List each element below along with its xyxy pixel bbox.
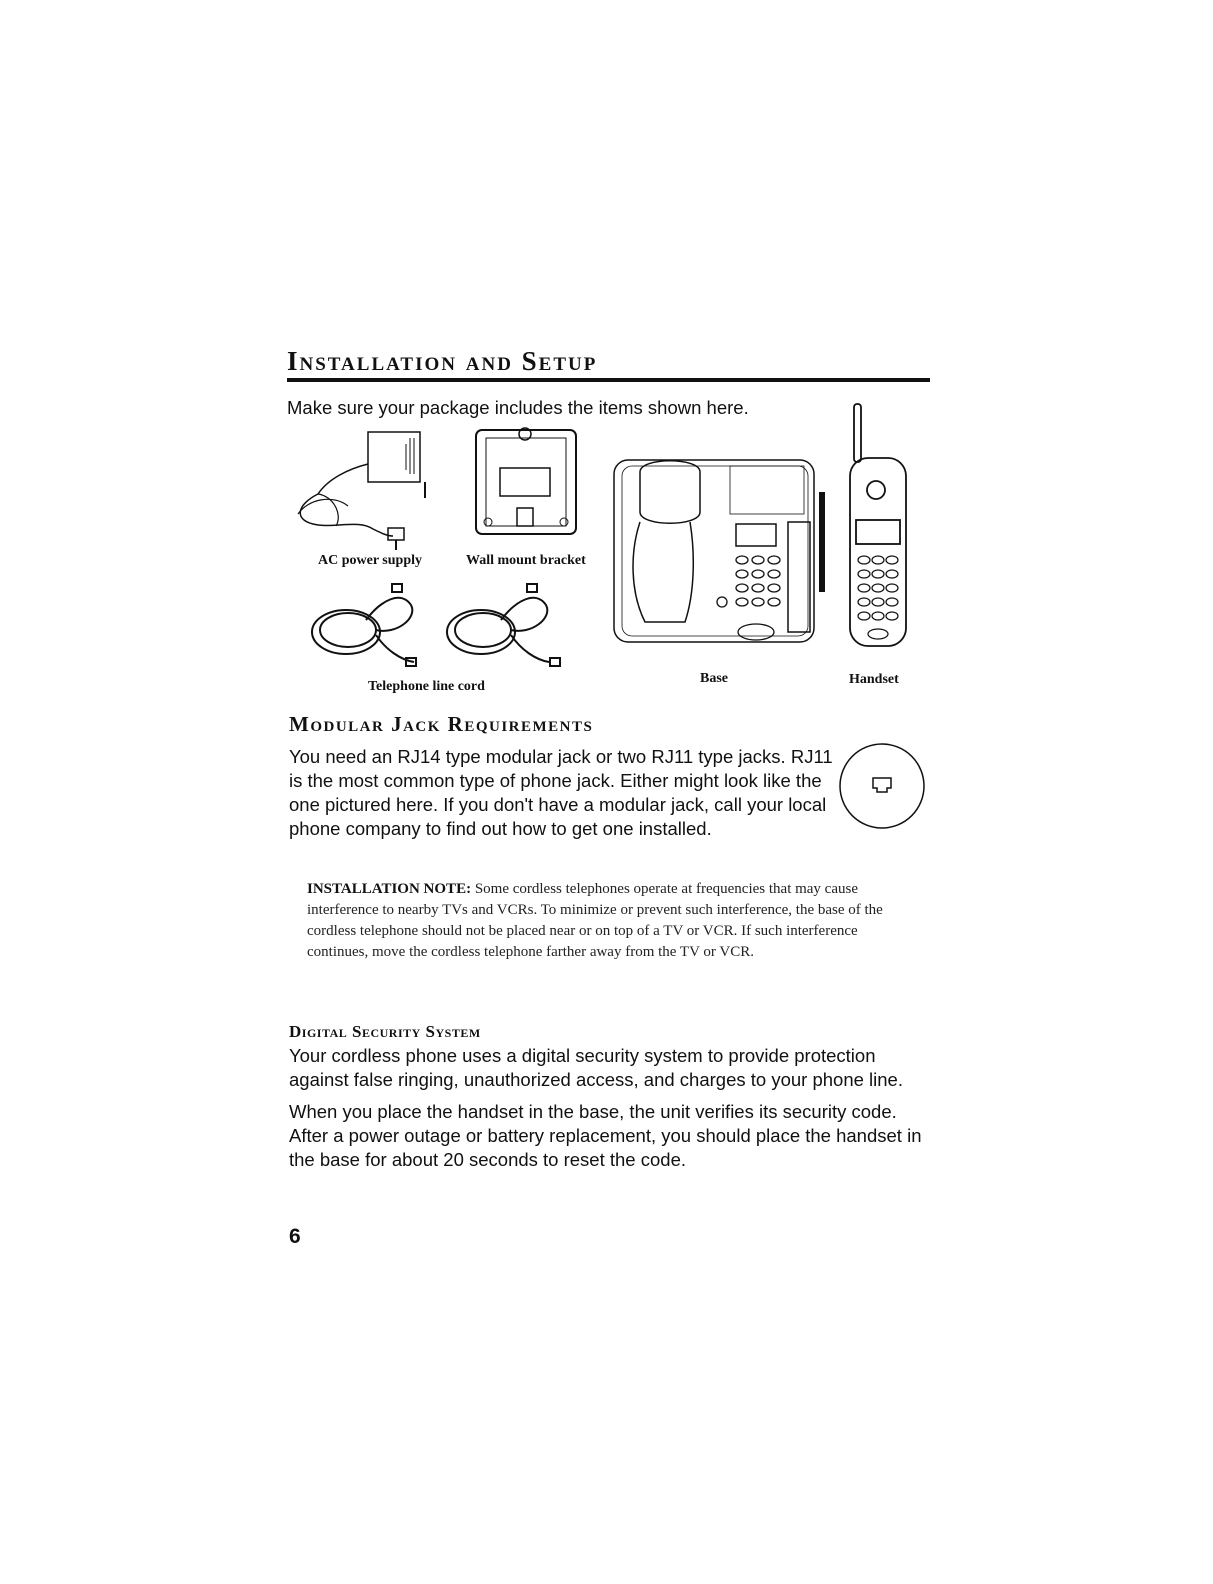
installation-note (307, 879, 917, 963)
wall-mount-bracket-illustration (470, 422, 582, 542)
ac-power-supply-caption: AC power supply (318, 553, 422, 568)
modular-jack-heading: Modular Jack Requirements (289, 712, 594, 736)
digital-security-paragraph-2: When you place the handset in the base, the unit verifies its security code. After a power outage or battery replacement, you should place the handset in the base for about 20 seconds to reset the code. (289, 1101, 922, 1170)
page-number: 6 (289, 1225, 301, 1248)
intro-text: Make sure your package includes the items shown here. (287, 397, 749, 418)
ac-power-supply-illustration (288, 424, 443, 556)
base-caption: Base (700, 671, 728, 686)
base-illustration (610, 452, 836, 648)
installation-note-label: INSTALLATION NOTE: (307, 881, 472, 897)
telephone-line-cord-illustration (306, 580, 566, 670)
digital-security-paragraph-1: Your cordless phone uses a digital security system to provide protection against false ringing, unauthorized access, and charges to your phone line. (289, 1045, 903, 1090)
digital-security-heading: Digital Security System (289, 1022, 481, 1041)
handset-caption: Handset (849, 672, 899, 687)
modular-jack-body: You need an RJ14 type modular jack or two RJ11 type jacks. RJ11 is the most common type of phone jack. Either might look like the one pictured here. If you don't have a modular jack, call your local phone company to find out how to get one installed. (289, 746, 833, 839)
telephone-line-cord-caption: Telephone line cord (368, 679, 485, 694)
wall-mount-bracket-caption: Wall mount bracket (466, 553, 586, 568)
title-rule (287, 378, 930, 382)
modular-jack-icon (836, 740, 928, 832)
installation-note-text: Some cordless telephones operate at frequencies that may cause interference to nearby TVs and VCRs. To minimize or prevent such interference, the base of the cordless telephone should not be placed near or on top of a TV or VCR. If such interference continues, move the cordless telephone farther away from the TV or VCR. (307, 881, 883, 960)
section-title: Installation and Setup (287, 346, 598, 376)
handset-illustration (846, 400, 910, 652)
